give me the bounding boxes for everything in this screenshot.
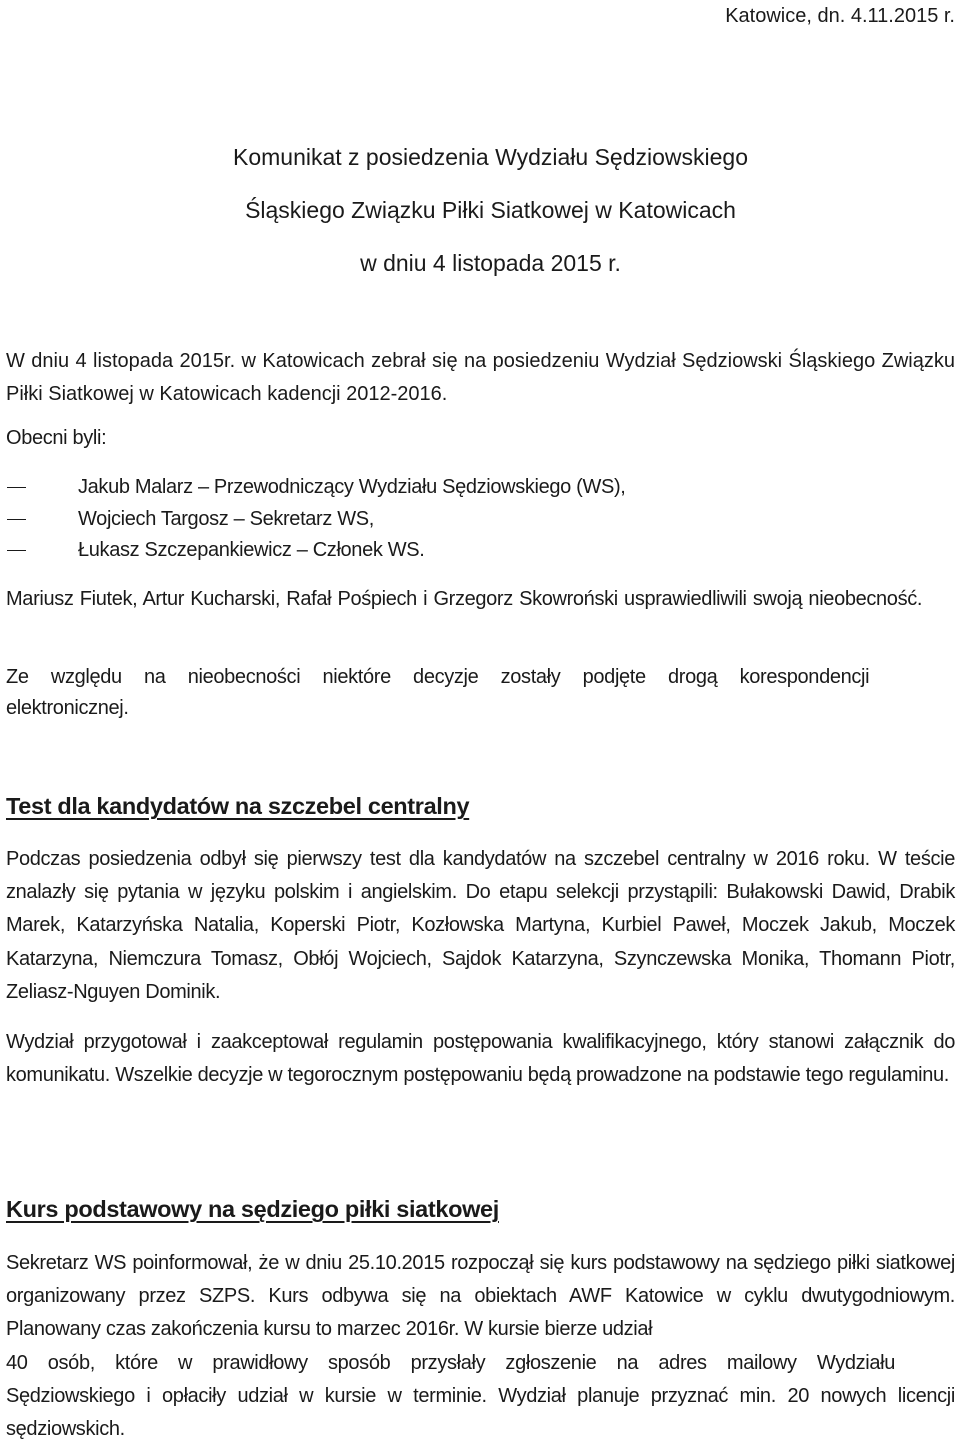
intro-paragraph: W dniu 4 listopada 2015r. w Katowicach zebrał się na posiedzeniu Wydział Sędziowski Śląskiego Związku Piłki Siatkowej w Katowicach kadencji 2012-2016. bbox=[6, 350, 955, 405]
document-title-line-1: Komunikat z posiedzenia Wydziału Sędziowskiego bbox=[232, 144, 748, 170]
course-text-b: 40 osób, które w prawidłowy sposób przysłały zgłoszenie na adres mailowy Wydziału bbox=[6, 1351, 896, 1374]
decision-text-end: elektronicznej. bbox=[6, 697, 129, 719]
attendee-item bbox=[6, 535, 626, 567]
attendee-text: Łukasz Szczepankiewicz – Członek WS. bbox=[78, 539, 425, 561]
absent-paragraph: Mariusz Fiutek, Artur Kucharski, Rafał Pośpiech i Grzegorz Skowroński usprawiedliwili swoją nieobecność. bbox=[6, 588, 923, 610]
decision-text: Ze względu na nieobecności niektóre decyzje zostały podjęte drogą korespondencji bbox=[6, 666, 870, 688]
dash-bullet-icon bbox=[7, 519, 26, 520]
attendee-item bbox=[6, 504, 626, 536]
test-paragraph: Podczas posiedzenia odbył się pierwszy test dla kandydatów na szczebel centralny w 2016 roku. W teście znalazły się pytania w języku polskim i angielskim. Do etapu selekcji przystąpili: Bułakowski Dawid, Drabik Marek, Katarzyńska Natalia, Koperski Piotr, Kozłowska Martyna, Kurbiel Paweł, Moczek Jakub, Moczek Katarzyna, Niemczura Tomasz, Obłój Wojciech, Sajdok Katarzyna, Szynczewska Monika, Thomann Piotr, Zeliasz-Nguyen Dominik. bbox=[6, 848, 955, 1003]
section-heading-course: Kurs podstawowy na sędziego piłki siatkowej bbox=[6, 1196, 499, 1222]
document-page bbox=[6, 0, 955, 1448]
regulations-paragraph: Wydział przygotował i zaakceptował regulamin postępowania kwalifikacyjnego, który stanowi załącznik do komunikatu. Wszelkie decyzje w tegorocznym postępowaniu będą prowadzone na podstawie tego regulaminu. bbox=[6, 1031, 955, 1087]
course-text-c: Sędziowskiego i opłaciły udział w kursie w terminie. Wydział planuje przyznać min. 20 nowych licencji sędziowskich. bbox=[6, 1384, 955, 1441]
section-heading-test: Test dla kandydatów na szczebel centralny bbox=[6, 793, 470, 819]
attendee-item bbox=[6, 472, 626, 504]
place-date: Katowice, dn. 4.11.2015 r. bbox=[725, 5, 955, 27]
course-text-a: Sekretarz WS poinformował, że w dniu 25.10.2015 rozpoczął się kurs podstawowy na sędziego piłki siatkowej organizowany przez SZPS. Kurs odbywa się na obiektach AWF Katowice w cyklu dwutygodniowym. Planowany czas zakończenia kursu to marzec 2016r. W kursie bierze udział bbox=[6, 1252, 955, 1341]
decision-paragraph bbox=[6, 662, 955, 724]
present-label: Obecni byli: bbox=[6, 427, 107, 449]
course-paragraph bbox=[6, 1247, 955, 1446]
dash-bullet-icon bbox=[7, 487, 26, 488]
attendee-text: Wojciech Targosz – Sekretarz WS, bbox=[78, 507, 374, 530]
dash-bullet-icon bbox=[7, 550, 26, 551]
attendee-list bbox=[6, 472, 626, 567]
document-title-line-2: Śląskiego Związku Piłki Siatkowej w Katowicach bbox=[245, 197, 736, 223]
attendee-text: Jakub Malarz – Przewodniczący Wydziału Sędziowskiego (WS), bbox=[78, 476, 626, 498]
document-title-line-3: w dniu 4 listopada 2015 r. bbox=[360, 250, 621, 276]
